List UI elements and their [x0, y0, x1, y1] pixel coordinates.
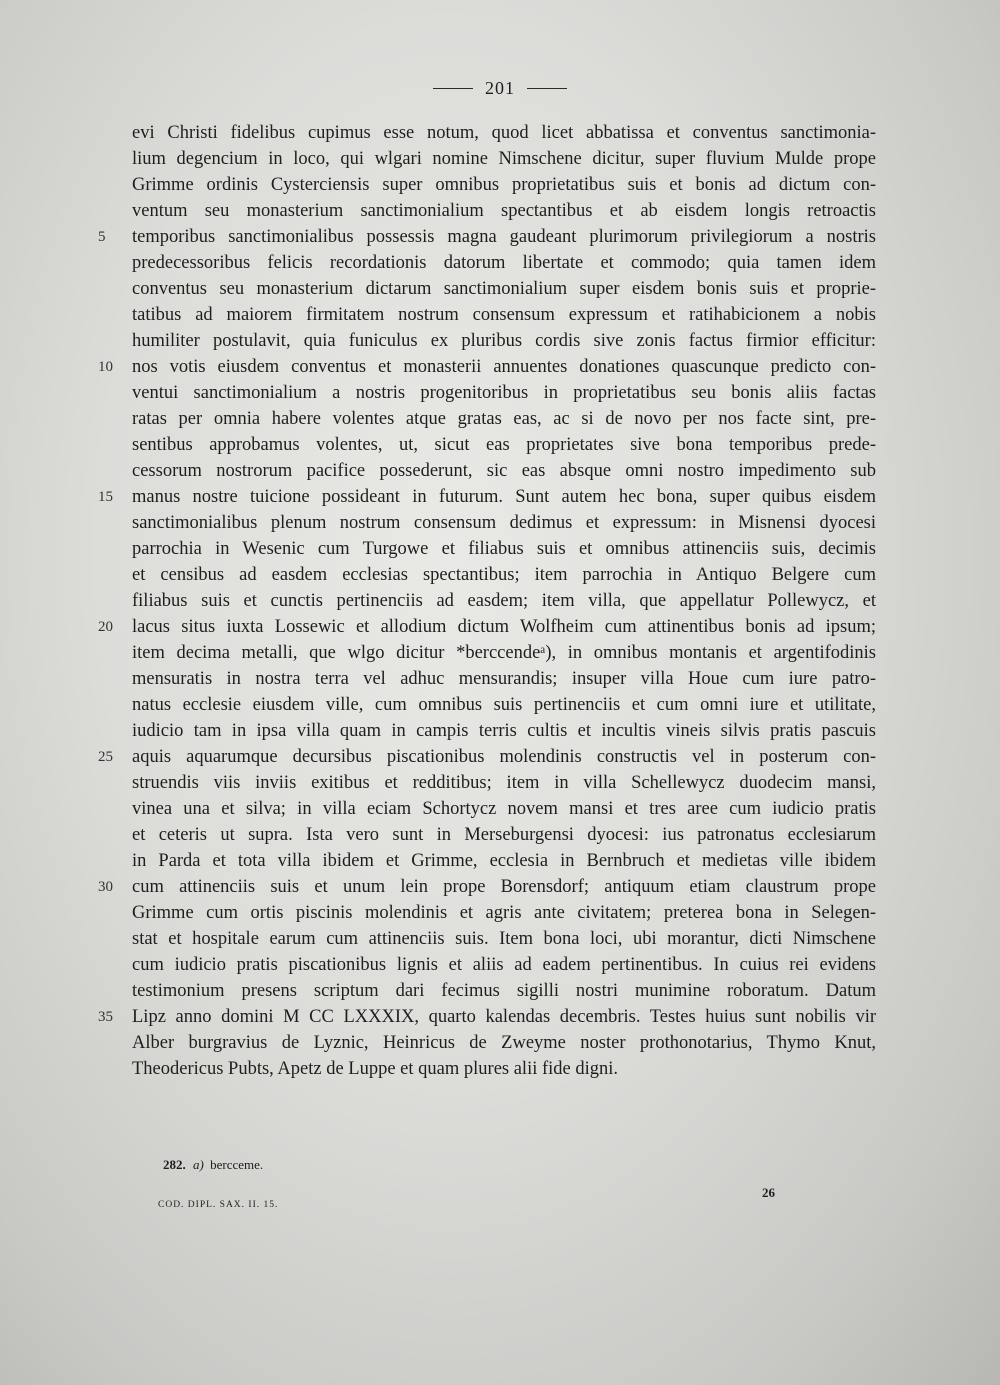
line-text: item decima metalli, que wlgo dicitur *berccendeᵃ), in omnibus montanis et argentifodinis	[132, 643, 876, 663]
text-line	[0, 978, 1000, 1004]
text-line	[0, 770, 1000, 796]
line-text: humiliter postulavit, quia funiculus ex pluribus cordis sive zonis factus firmior efficitur:	[132, 331, 876, 351]
text-line	[0, 640, 1000, 666]
line-text: in Parda et tota villa ibidem et Grimme, ecclesia in Bernbruch et medietas ville ibidem	[132, 851, 876, 871]
text-line	[0, 120, 1000, 146]
line-text: filiabus suis et cunctis pertinenciis ad easdem; item villa, que appellatur Pollewycz, et	[132, 591, 876, 611]
line-text: vinea una et silva; in villa eciam Schortycz novem mansi et tres aree cum iudicio pratis	[132, 799, 876, 819]
line-number: 5	[98, 229, 106, 245]
line-text: conventus seu monasterium dictarum sanctimonialium super eisdem bonis suis et proprie-	[132, 279, 876, 299]
charter-text	[0, 120, 1000, 1082]
text-line	[0, 510, 1000, 536]
line-text: Grimme cum ortis piscinis molendinis et agris ante civitatem; preterea bona in Selegen-	[132, 903, 876, 923]
text-line	[0, 250, 1000, 276]
text-line	[0, 302, 1000, 328]
line-text: stat et hospitale earum cum attinenciis suis. Item bona loci, ubi morantur, dicti Nimschene	[132, 929, 876, 949]
text-line	[0, 562, 1000, 588]
page-header	[415, 74, 585, 102]
line-text: evi Christi fidelibus cupimus esse notum, quod licet abbatissa et conventus sanctimonia-	[132, 123, 876, 143]
text-line	[0, 484, 1000, 510]
text-line	[0, 380, 1000, 406]
text-line	[0, 1030, 1000, 1056]
text-line	[0, 1056, 1000, 1082]
line-text: ventui sanctimonialium a nostris progenitoribus in proprietatibus seu bonis aliis factas	[132, 383, 876, 403]
text-line	[0, 614, 1000, 640]
text-line	[0, 952, 1000, 978]
line-text: Theodericus Pubts, Apetz de Luppe et quam plures alii fide digni.	[132, 1059, 619, 1079]
line-text: cessorum nostrorum pacifice possederunt, sic eas absque omni nostro impedimento sub	[132, 461, 876, 481]
text-line	[0, 926, 1000, 952]
text-line	[0, 666, 1000, 692]
line-text: Lipz anno domini M CC LXXXIX, quarto kalendas decembris. Testes huius sunt nobilis vir	[132, 1007, 876, 1027]
text-line	[0, 1004, 1000, 1030]
text-line	[0, 198, 1000, 224]
text-line	[0, 406, 1000, 432]
text-line	[0, 432, 1000, 458]
text-line	[0, 900, 1000, 926]
footnote-number: 282.	[163, 1157, 186, 1172]
page-number: 201	[485, 77, 515, 98]
line-number: 20	[98, 619, 113, 635]
line-text: predecessoribus felicis recordationis datorum libertate et commodo; quia tamen idem	[132, 253, 876, 273]
signature-number: 26	[762, 1185, 775, 1200]
text-line	[0, 328, 1000, 354]
line-text: mensuratis in nostra terra vel adhuc mensurandis; insuper villa Houe cum iure patro-	[132, 669, 876, 689]
header-rule-left	[433, 88, 473, 89]
line-text: cum attinenciis suis et unum lein prope Borensdorf; antiquum etiam claustrum prope	[132, 877, 876, 897]
line-number: 35	[98, 1009, 113, 1025]
line-text: temporibus sanctimonialibus possessis magna gaudeant plurimorum privilegiorum a nostris	[132, 227, 876, 247]
line-text: et censibus ad easdem ecclesias spectantibus; item parrochia in Antiquo Belgere cum	[132, 565, 876, 585]
text-line	[0, 796, 1000, 822]
line-text: et ceteris ut supra. Ista vero sunt in Merseburgensi dyocesi: ius patronatus ecclesiarum	[132, 825, 876, 845]
line-number: 30	[98, 879, 113, 895]
header-rule-right	[527, 88, 567, 89]
footnote-marker: a)	[193, 1157, 204, 1172]
line-text: testimonium presens scriptum dari fecimus sigilli nostri munimine roboratum. Datum	[132, 981, 876, 1001]
line-text: aquis aquarumque decursibus piscationibus molendinis constructis vel in posterum con-	[132, 747, 876, 767]
line-text: cum iudicio pratis piscationibus lignis et aliis ad eadem pertinentibus. In cuius rei evidens	[132, 955, 876, 975]
text-line	[0, 718, 1000, 744]
line-text: nos votis eiusdem conventus et monasterii annuentes donationes quascunque predicto con-	[132, 357, 876, 377]
signature-mark: COD. DIPL. SAX. II. 15.	[158, 1200, 279, 1210]
text-line	[0, 146, 1000, 172]
text-line	[0, 848, 1000, 874]
line-text: parrochia in Wesenic cum Turgowe et filiabus suis et omnibus attinenciis suis, decimis	[132, 539, 876, 559]
text-line	[0, 874, 1000, 900]
line-text: lacus situs iuxta Lossewic et allodium dictum Wolfheim cum attinentibus bonis ad ipsum;	[132, 617, 876, 637]
text-line	[0, 172, 1000, 198]
line-text: Grimme ordinis Cysterciensis super omnibus proprietatibus suis et bonis ad dictum con-	[132, 175, 876, 195]
line-text: manus nostre tuicione possideant in futurum. Sunt autem hec bona, super quibus eisdem	[132, 487, 876, 507]
text-line	[0, 536, 1000, 562]
text-line	[0, 692, 1000, 718]
footnote	[163, 1157, 263, 1173]
line-number: 15	[98, 489, 113, 505]
line-text: sanctimonialibus plenum nostrum consensum dedimus et expressum: in Misnensi dyocesi	[132, 513, 876, 533]
text-line	[0, 822, 1000, 848]
text-line	[0, 354, 1000, 380]
text-line	[0, 588, 1000, 614]
text-line	[0, 744, 1000, 770]
line-text: tatibus ad maiorem firmitatem nostrum consensum expressum et ratihabicionem a nobis	[132, 305, 876, 325]
line-text: ratas per omnia habere volentes atque gratas eas, ac si de novo per nos facte sint, pre-	[132, 409, 876, 429]
text-line	[0, 276, 1000, 302]
line-text: ventum seu monasterium sanctimonialium spectantibus et ab eisdem longis retroactis	[132, 201, 876, 221]
line-text: iudicio tam in ipsa villa quam in campis terris cultis et incultis vineis silvis pratis pascuis	[132, 721, 876, 741]
footnote-text: bercceme.	[210, 1157, 264, 1172]
text-line	[0, 458, 1000, 484]
line-number: 10	[98, 359, 113, 375]
line-text: Alber burgravius de Lyznic, Heinricus de Zweyme noster prothonotarius, Thymo Knut,	[132, 1033, 876, 1053]
line-number: 25	[98, 749, 113, 765]
line-text: struendis viis inviis exitibus et redditibus; item in villa Schellewycz duodecim mansi,	[132, 773, 876, 793]
text-line	[0, 224, 1000, 250]
line-text: sentibus approbamus volentes, ut, sicut eas proprietates sive bona temporibus prede-	[132, 435, 876, 455]
line-text: lium degencium in loco, qui wlgari nomine Nimschene dicitur, super fluvium Mulde prope	[132, 149, 876, 169]
line-text: natus ecclesie eiusdem ville, cum omnibus suis pertinenciis et cum omni iure et utilitate,	[132, 695, 876, 715]
